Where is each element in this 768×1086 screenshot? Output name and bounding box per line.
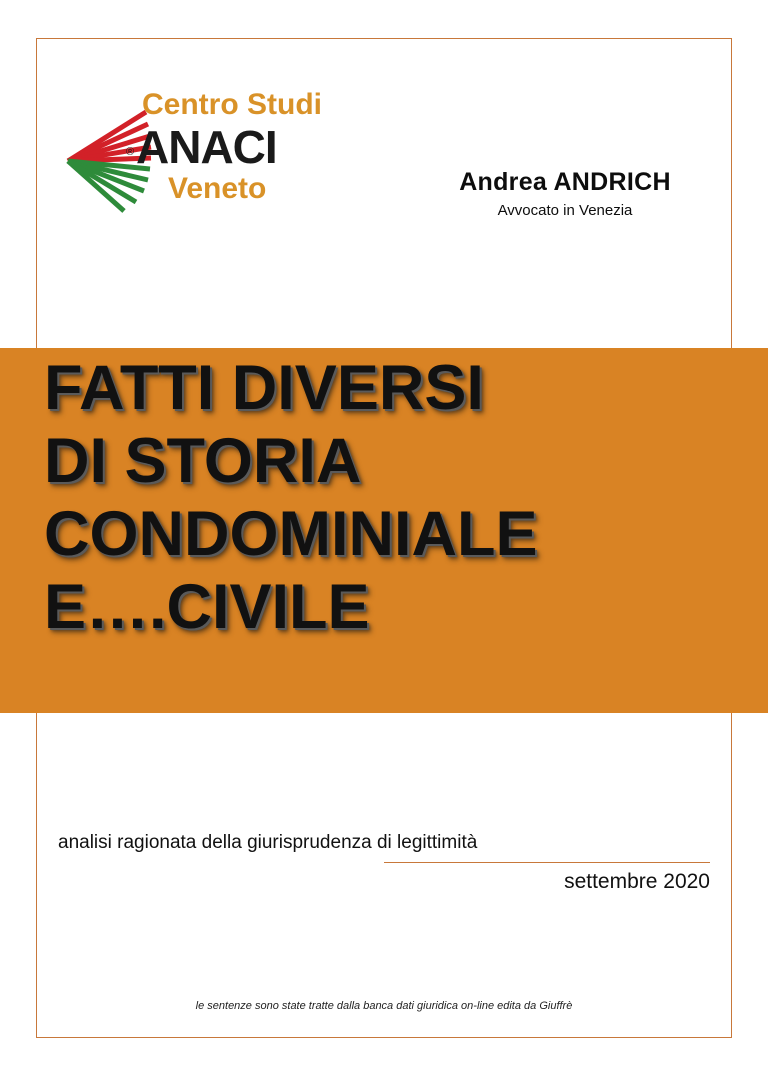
registered-mark-icon: ® <box>126 146 135 158</box>
author-name: Andrea ANDRICH <box>459 168 671 196</box>
author-role: Avvocato in Venezia <box>497 202 633 219</box>
logo-veneto-text: Veneto <box>168 172 267 205</box>
title-line-4: E….CIVILE <box>44 572 370 642</box>
title-banner <box>0 348 768 713</box>
author-block <box>420 168 710 219</box>
logo-centro-studi-text: Centro Studi <box>142 88 322 121</box>
source-footnote: le sentenze sono state tratte dalla banca dati giuridica on-line edita da Giuffrè <box>195 1000 573 1012</box>
date-divider <box>384 862 710 863</box>
title-line-2: DI STORIA <box>44 426 362 496</box>
anaci-logo <box>58 88 388 238</box>
logo-anaci-text: ANACI <box>136 121 277 173</box>
title-line-1: FATTI DIVERSI <box>44 353 484 423</box>
document-date: settembre 2020 <box>564 870 710 893</box>
document-subtitle: analisi ragionata della giurisprudenza di legittimità <box>58 832 478 853</box>
title-line-3: CONDOMINIALE <box>44 499 538 569</box>
document-title <box>44 352 754 644</box>
